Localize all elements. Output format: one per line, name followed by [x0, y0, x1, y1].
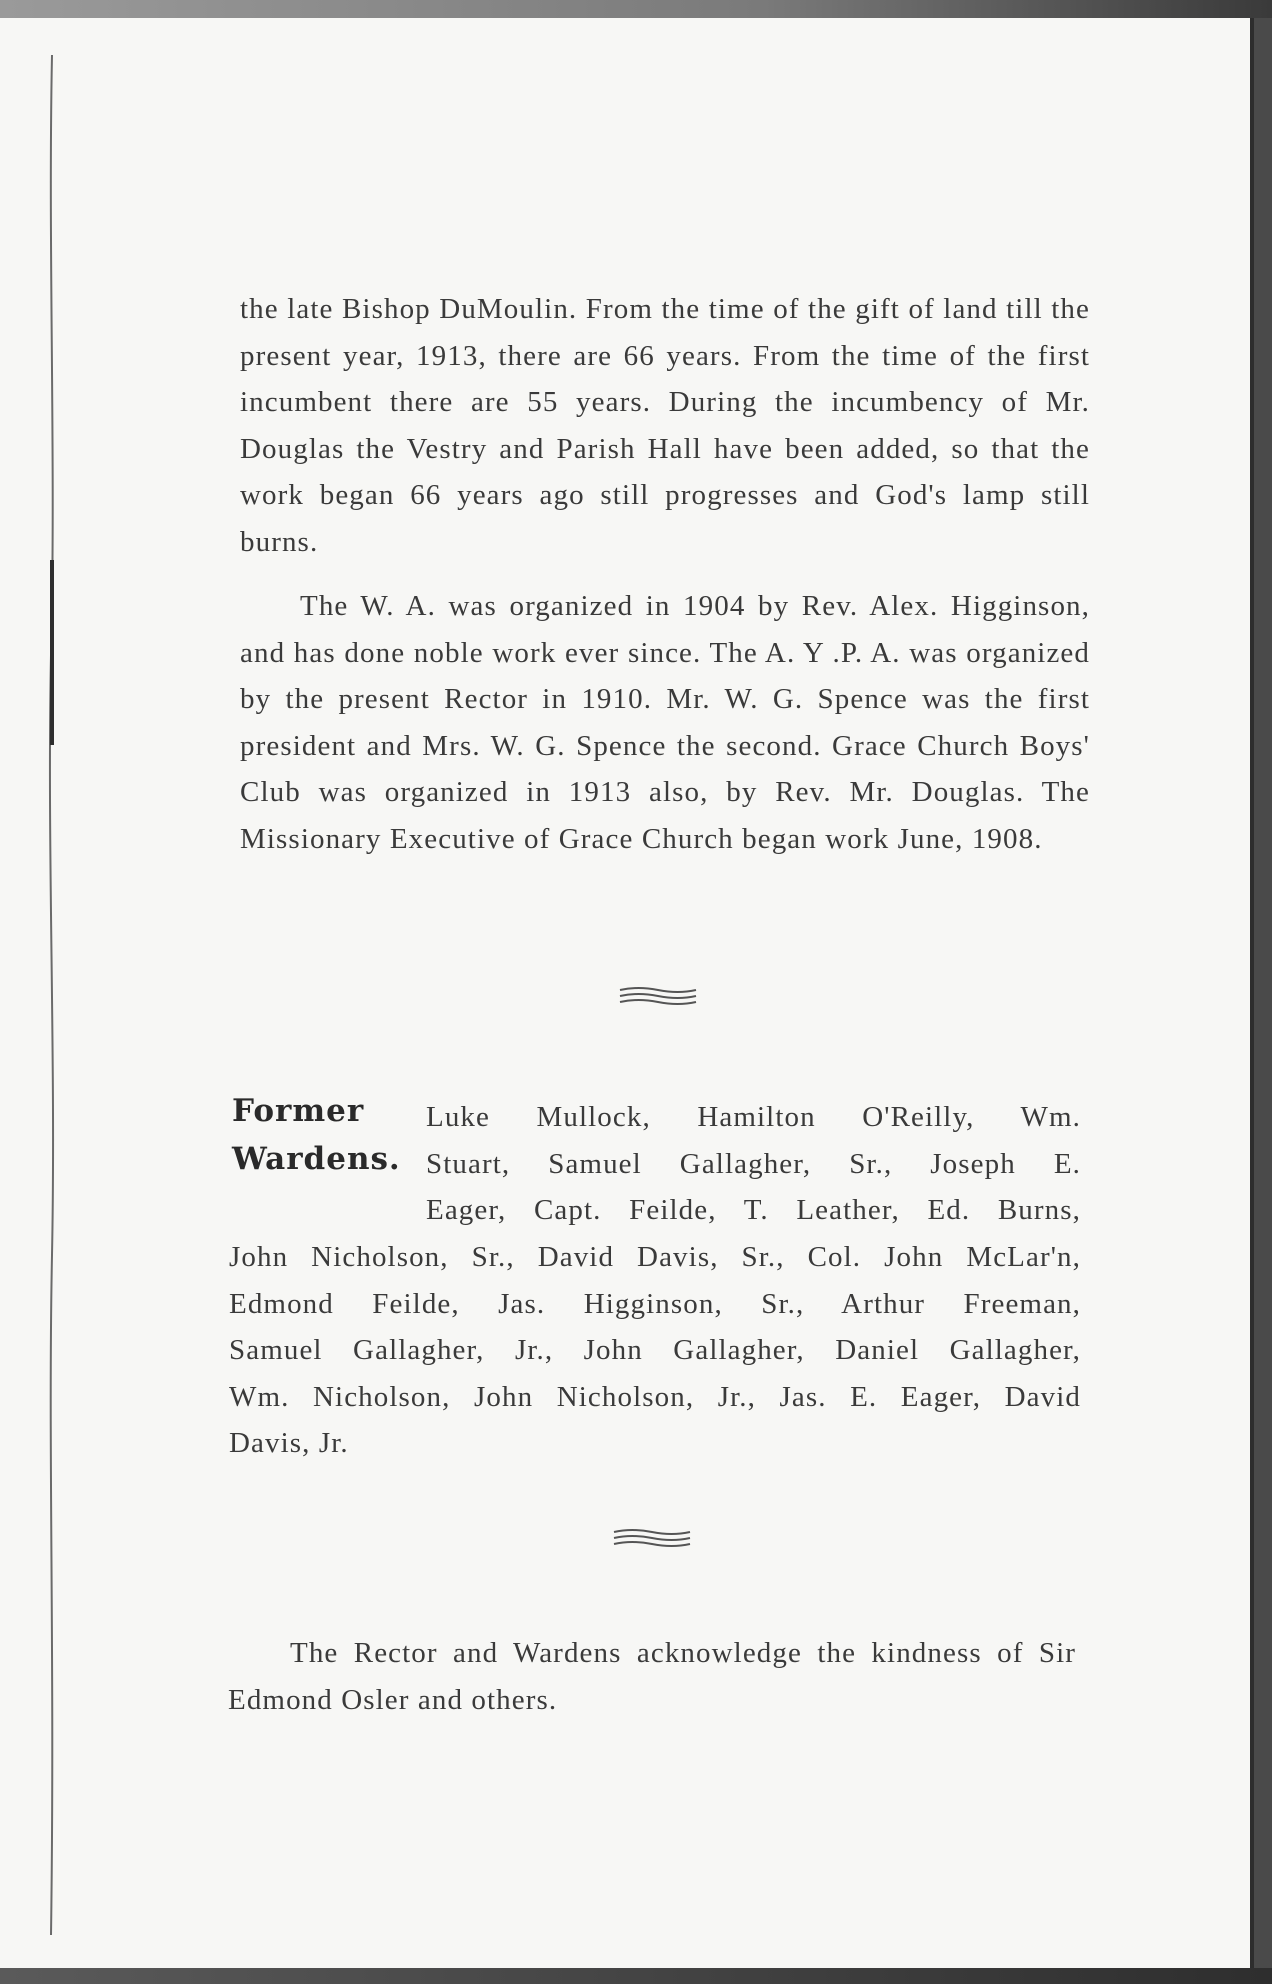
wardens-list — [229, 1234, 1081, 1467]
wardens-line: Wm. Nicholson, John Nicholson, Jr., Jas. E. Eager, David — [229, 1380, 1081, 1413]
section-divider-ornament — [612, 1527, 692, 1549]
scan-top-edge — [0, 0, 1272, 18]
paragraph-organizations: The W. A. was organized in 1904 by Rev. Alex. Higginson, and has done noble work ever since. The A. Y .P. A. was organized by the present Rector in 1910. Mr. W. G. Spence was the first president and Mrs. W. G. Spence the second. Grace Church Boys' Club was organized in 1913 also, by Rev. Mr. Douglas. The Missionary Executive of Grace Church began work June, 1908. — [240, 590, 1090, 855]
wardens-list-indented — [426, 1094, 1081, 1234]
section-divider-ornament — [618, 985, 698, 1007]
wardens-line: John Nicholson, Sr., David Davis, Sr., Col. John McLar'n, — [229, 1241, 1081, 1273]
paragraph-acknowledgement: The Rector and Wardens acknowledge the kindness of Sir Edmond Osler and others. — [228, 1637, 1076, 1716]
paragraph-history: the late Bishop DuMoulin. From the time of the gift of land till the present year, 1913, there are 66 years. From the time of the first incumbent there are 55 years. During the incumbency of Mr. Douglas the Vestry and Parish Hall have been added, so that the work began 66 years ago still progresses and God's lamp still burns. — [240, 293, 1090, 558]
wardens-line: Stuart, Samuel Gallagher, Sr., Joseph E. — [426, 1147, 1081, 1180]
wardens-line: Edmond Feilde, Jas. Higginson, Sr., Arthur Freeman, — [229, 1287, 1081, 1320]
scan-bottom-edge — [0, 1968, 1272, 1984]
page-binding-edge — [44, 55, 60, 1935]
wardens-line: Eager, Capt. Feilde, T. Leather, Ed. Burns, — [426, 1194, 1081, 1226]
heading-line-former: Former — [232, 1093, 365, 1129]
former-wardens-heading — [232, 1087, 412, 1183]
wardens-line: Luke Mullock, Hamilton O'Reilly, Wm. — [426, 1101, 1081, 1133]
wardens-line: Davis, Jr. — [229, 1427, 349, 1459]
heading-line-wardens: Wardens. — [232, 1141, 401, 1177]
wardens-line: Samuel Gallagher, Jr., John Gallagher, Daniel Gallagher, — [229, 1334, 1081, 1366]
